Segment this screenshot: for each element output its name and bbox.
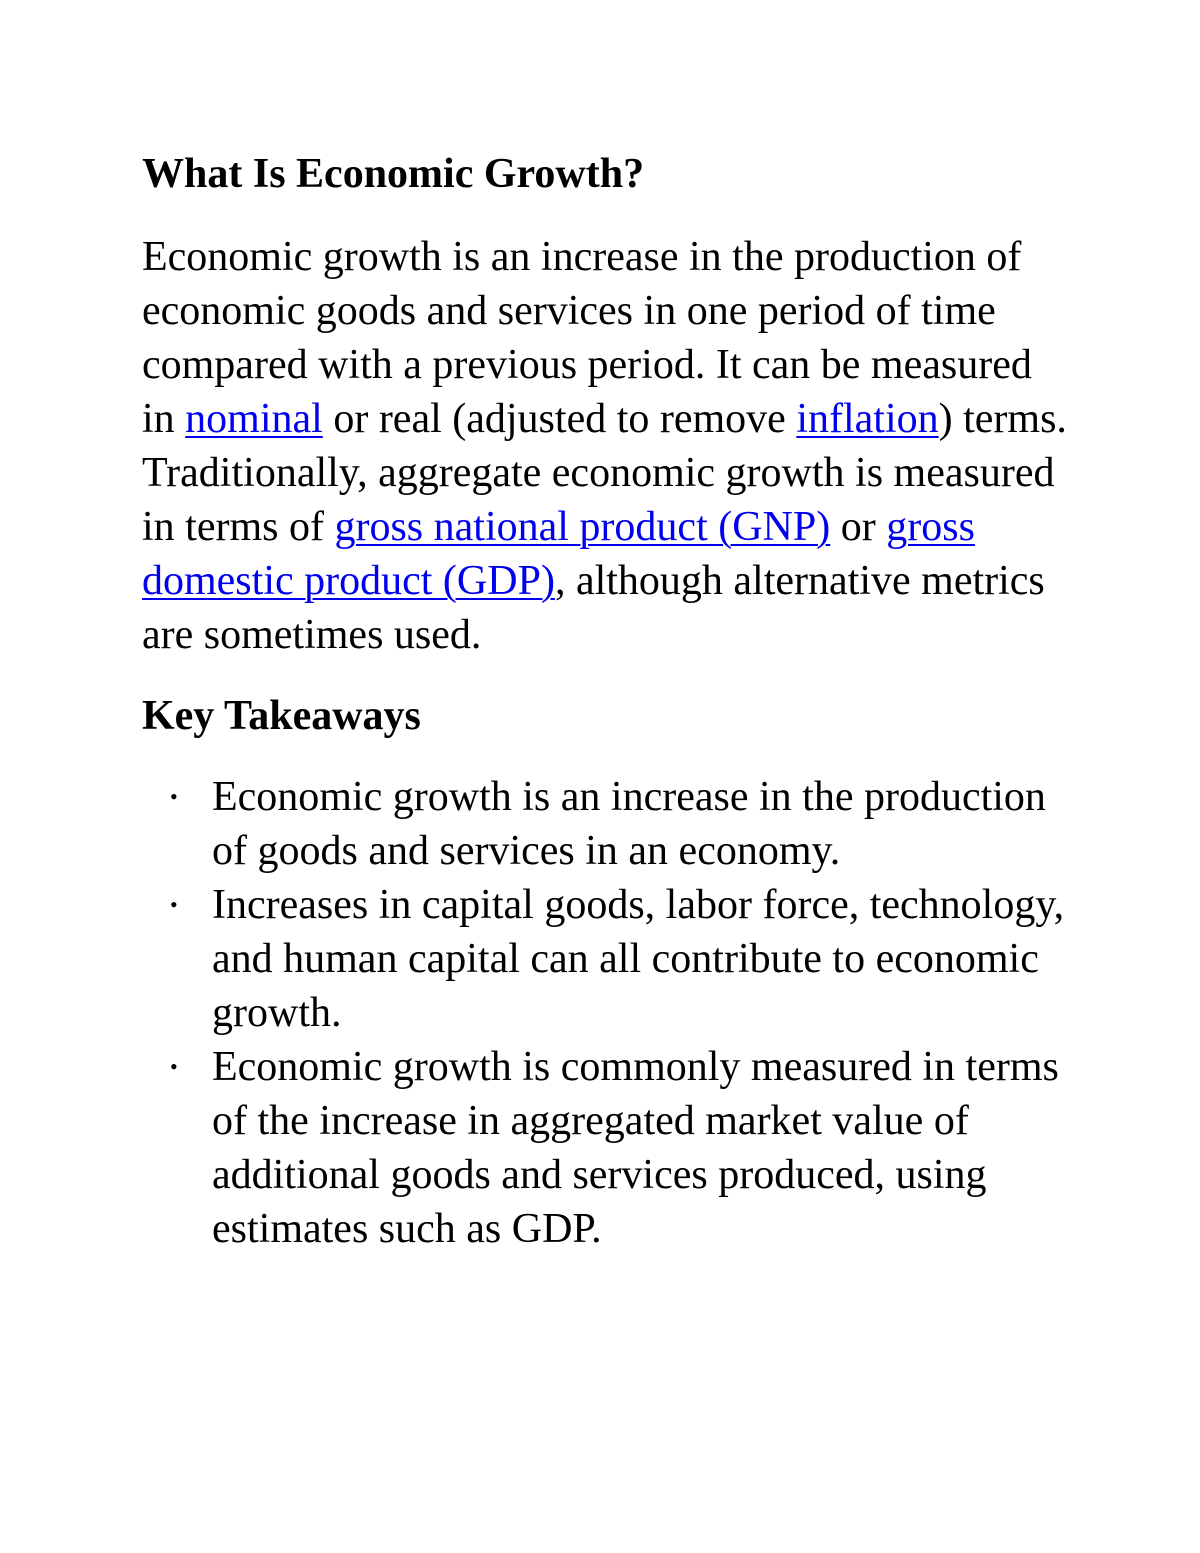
bullet-icon: • <box>170 784 178 809</box>
link-nominal[interactable]: nominal <box>185 396 323 442</box>
intro-paragraph <box>142 230 1072 662</box>
link-inflation[interactable]: inflation <box>796 396 939 442</box>
bullet-icon: • <box>170 1054 178 1079</box>
list-item-text: Economic growth is commonly measured in terms of the increase in aggregated market value of additional goods and services produced, using estimates such as GDP. <box>212 1044 1059 1252</box>
intro-text-2: or real (adjusted to remove <box>322 396 797 442</box>
list-item <box>170 770 1072 878</box>
link-gnp[interactable]: gross national product (GNP) <box>334 504 831 550</box>
list-item <box>170 1040 1072 1256</box>
list-item-text: Economic growth is an increase in the production of goods and services in an economy. <box>212 774 1046 874</box>
intro-text-4: or <box>830 504 887 550</box>
page-title: What Is Economic Growth? <box>142 151 645 197</box>
list-item <box>170 878 1072 1040</box>
intro-text-5: , although alternative metrics are sometimes used. <box>142 558 1045 658</box>
intro-text-3: ) terms. Traditionally, aggregate economic growth is measured in terms of <box>142 396 1067 550</box>
document-page <box>142 138 1072 1256</box>
key-takeaways-heading: Key Takeaways <box>142 693 421 739</box>
link-gdp[interactable]: gross domestic product (GDP) <box>142 504 975 604</box>
bullet-icon: • <box>170 892 178 917</box>
list-item-text: Increases in capital goods, labor force, technology, and human capital can all contribute to economic growth. <box>212 882 1065 1036</box>
intro-text-1: Economic growth is an increase in the production of economic goods and services in one period of time compared with a previous period. It can be measured in <box>142 234 1032 442</box>
key-takeaways-list <box>142 770 1072 1256</box>
